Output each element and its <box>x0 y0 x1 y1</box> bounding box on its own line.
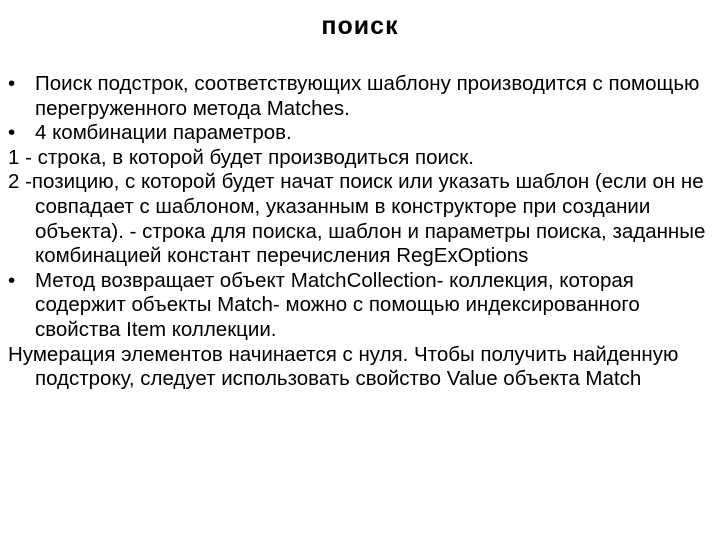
paragraph-text: Метод возвращает объект MatchCollection- коллекция, которая содержит объекты Match- можно с помощью индексированного свойства Item коллекции. <box>35 268 640 341</box>
paragraph-matches-method <box>8 72 714 121</box>
paragraph-param-2: 2 -позицию, с которой будет начат поиск или указать шаблон (если он не совпадает с шаблоном, указанным в конструкторе при создании объекта). - строка для поиска, шаблон и параметры поиска, заданные комбинацией констант перечисления RegExOptions <box>8 170 706 268</box>
slide-title: поиск <box>321 12 399 40</box>
paragraph-text: Поиск подстрок, соответствующих шаблону производится с помощью перегруженного метода Matches. <box>35 72 700 120</box>
slide-body <box>8 72 714 392</box>
paragraph-parameter-combinations <box>8 121 714 146</box>
paragraph-param-1: 1 - строка, в которой будет производиться поиск. <box>8 145 474 169</box>
bullet-marker: • <box>8 121 16 145</box>
paragraph-return-value <box>8 269 714 343</box>
bullet-marker: • <box>8 72 16 95</box>
paragraph-text: 4 комбинации параметров. <box>35 121 292 145</box>
paragraph-numbering: Нумерация элементов начинается с нуля. Чтобы получить найденную подстроку, следует использовать свойство Value объекта Match <box>8 342 679 391</box>
bullet-marker: • <box>8 268 16 292</box>
